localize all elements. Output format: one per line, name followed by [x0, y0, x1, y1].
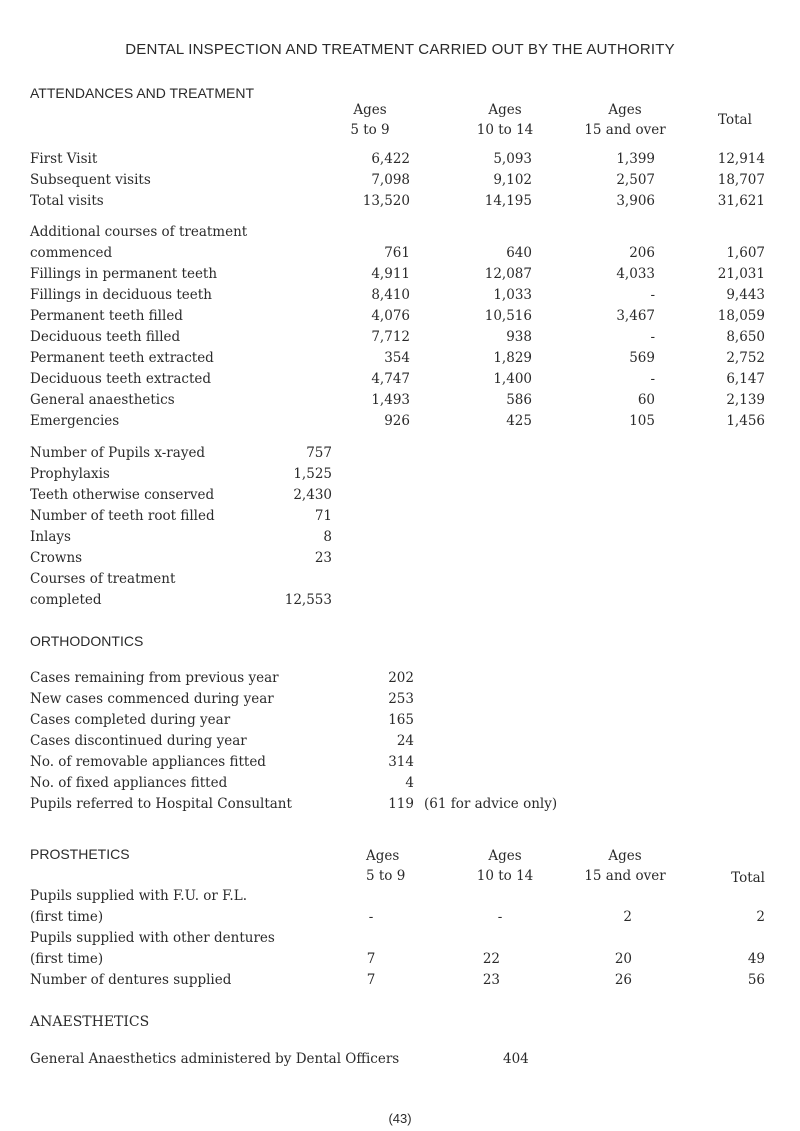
cell-15-over: 206: [629, 245, 655, 261]
attendance-heading: ATTENDANCES AND TREATMENT: [30, 85, 255, 101]
row-label: Fillings in deciduous teeth: [30, 287, 212, 303]
cell-total: 12,914: [717, 151, 765, 167]
cell-10-14: 640: [506, 245, 532, 261]
cell-5-9: 13,520: [362, 193, 410, 209]
cell-15-over: -: [650, 287, 655, 303]
row-label: Pupils supplied with F.U. or F.L.: [30, 888, 247, 904]
anaesthetics-heading: ANAESTHETICS: [30, 1014, 150, 1030]
cell-total: 2,139: [726, 392, 765, 408]
row-label: Subsequent visits: [30, 172, 151, 188]
row-label: Total visits: [30, 193, 104, 209]
misc-value: 2,430: [293, 487, 332, 503]
col-header-10-14-line2: 10 to 14: [476, 868, 534, 884]
ortho-label: Cases discontinued during year: [30, 733, 247, 749]
col-header-15-over-line2: 15 and over: [584, 122, 666, 138]
col-header-15-over-line1: Ages: [608, 102, 642, 118]
ortho-label: Pupils referred to Hospital Consultant: [30, 796, 292, 812]
row-label: Fillings in permanent teeth: [30, 266, 218, 282]
orthodontics-heading: ORTHODONTICS: [30, 633, 144, 649]
misc-value: 12,553: [284, 592, 332, 608]
row-label: Pupils supplied with other dentures: [30, 930, 275, 946]
anaesthetics-label: General Anaesthetics administered by Dental Officers: [30, 1051, 400, 1067]
cell-5-9: 7,712: [371, 329, 410, 345]
misc-value: 757: [306, 445, 332, 461]
cell-total: 2: [756, 909, 765, 925]
misc-label: Number of teeth root filled: [30, 508, 215, 524]
cell-10-14: 22: [482, 951, 500, 967]
cell-10-14: 9,102: [493, 172, 532, 188]
ortho-label: No. of removable appliances fitted: [30, 754, 266, 770]
cell-total: 49: [747, 951, 765, 967]
ortho-value: 202: [388, 670, 414, 686]
row-label: General anaesthetics: [30, 392, 175, 408]
cell-total: 8,650: [726, 329, 765, 345]
cell-10-14: 1,829: [493, 350, 532, 366]
col-header-15-over-line2: 15 and over: [584, 868, 666, 884]
ortho-label: New cases commenced during year: [30, 691, 274, 707]
col-header-15-over-line1: Ages: [608, 848, 642, 864]
cell-total: 6,147: [726, 371, 765, 387]
cell-10-14: 23: [482, 972, 500, 988]
misc-label: Prophylaxis: [30, 466, 110, 482]
cell-15-over: 3,906: [616, 193, 655, 209]
cell-15-over: 26: [614, 972, 632, 988]
misc-label: Inlays: [30, 529, 71, 545]
col-header-5-9-line1: Ages: [366, 848, 400, 864]
ortho-label: Cases remaining from previous year: [30, 670, 279, 686]
ortho-label: Cases completed during year: [30, 712, 231, 728]
cell-15-over: 3,467: [616, 308, 655, 324]
row-label: Number of dentures supplied: [30, 972, 232, 988]
cell-5-9: 7: [366, 951, 376, 967]
col-header-10-14-line2: 10 to 14: [476, 122, 534, 138]
col-header-5-9-line1: Ages: [353, 102, 387, 118]
col-header-10-14-line1: Ages: [488, 848, 522, 864]
row-label: Permanent teeth filled: [30, 308, 183, 324]
cell-10-14: -: [497, 909, 503, 925]
cell-10-14: 938: [506, 329, 532, 345]
cell-15-over: 1,399: [616, 151, 655, 167]
cell-15-over: 4,033: [616, 266, 655, 282]
misc-label: completed: [30, 592, 102, 608]
ortho-note: (61 for advice only): [424, 796, 558, 812]
cell-total: 9,443: [726, 287, 765, 303]
misc-value: 71: [314, 508, 332, 524]
ortho-value: 119: [388, 796, 414, 812]
ortho-value: 4: [405, 775, 414, 791]
col-header-5-9-line2: 5 to 9: [366, 868, 406, 884]
cell-15-over: 2,507: [616, 172, 655, 188]
misc-value: 1,525: [293, 466, 332, 482]
cell-10-14: 1,400: [493, 371, 532, 387]
cell-5-9: 354: [384, 350, 410, 366]
misc-label: Teeth otherwise conserved: [30, 487, 215, 503]
cell-15-over: 20: [614, 951, 632, 967]
misc-value: 8: [323, 529, 332, 545]
col-header-total: Total: [718, 112, 752, 128]
cell-10-14: 12,087: [484, 266, 532, 282]
row-label: Deciduous teeth extracted: [30, 371, 212, 387]
cell-5-9: 7,098: [371, 172, 410, 188]
anaesthetics-value: 404: [503, 1051, 529, 1067]
ortho-value: 165: [388, 712, 414, 728]
cell-15-over: -: [650, 371, 655, 387]
ortho-value: 253: [388, 691, 414, 707]
cell-15-over: 105: [629, 413, 655, 429]
cell-5-9: -: [368, 909, 374, 925]
cell-total: 1,456: [726, 413, 765, 429]
cell-10-14: 586: [506, 392, 532, 408]
cell-10-14: 1,033: [493, 287, 532, 303]
cell-total: 21,031: [717, 266, 765, 282]
misc-label: Number of Pupils x-rayed: [30, 445, 206, 461]
cell-5-9: 6,422: [371, 151, 410, 167]
prosthetics-heading: PROSTHETICS: [30, 846, 130, 862]
row-label: commenced: [30, 245, 113, 261]
cell-10-14: 14,195: [484, 193, 532, 209]
cell-15-over: 60: [637, 392, 655, 408]
cell-5-9: 7: [366, 972, 376, 988]
cell-5-9: 4,747: [371, 371, 410, 387]
cell-10-14: 10,516: [484, 308, 532, 324]
cell-total: 56: [747, 972, 765, 988]
additional-courses-label: Additional courses of treatment: [30, 224, 248, 240]
cell-total: 31,621: [717, 193, 765, 209]
ortho-label: No. of fixed appliances fitted: [30, 775, 228, 791]
row-label: (first time): [30, 951, 104, 967]
page-number: (43): [388, 1111, 412, 1126]
cell-10-14: 425: [506, 413, 532, 429]
cell-5-9: 1,493: [371, 392, 410, 408]
cell-15-over: 2: [623, 909, 632, 925]
row-label: First Visit: [30, 151, 98, 167]
cell-5-9: 926: [384, 413, 410, 429]
cell-total: 18,059: [717, 308, 765, 324]
col-header-5-9-line2: 5 to 9: [350, 122, 390, 138]
misc-value: 23: [314, 550, 332, 566]
cell-5-9: 761: [384, 245, 410, 261]
row-label: Emergencies: [30, 413, 120, 429]
row-label: (first time): [30, 909, 104, 925]
col-header-total: Total: [731, 870, 765, 886]
cell-5-9: 4,911: [371, 266, 410, 282]
cell-total: 18,707: [717, 172, 765, 188]
page-title: DENTAL INSPECTION AND TREATMENT CARRIED OUT BY THE AUTHORITY: [125, 41, 675, 58]
cell-total: 2,752: [726, 350, 765, 366]
ortho-value: 24: [396, 733, 414, 749]
misc-label: Crowns: [30, 550, 83, 566]
col-header-10-14-line1: Ages: [488, 102, 522, 118]
cell-5-9: 4,076: [371, 308, 410, 324]
cell-15-over: 569: [629, 350, 655, 366]
misc-label: Courses of treatment: [30, 571, 176, 587]
cell-5-9: 8,410: [371, 287, 410, 303]
row-label: Deciduous teeth filled: [30, 329, 181, 345]
ortho-value: 314: [388, 754, 414, 770]
cell-10-14: 5,093: [493, 151, 532, 167]
cell-15-over: -: [650, 329, 655, 345]
row-label: Permanent teeth extracted: [30, 350, 214, 366]
cell-total: 1,607: [726, 245, 765, 261]
